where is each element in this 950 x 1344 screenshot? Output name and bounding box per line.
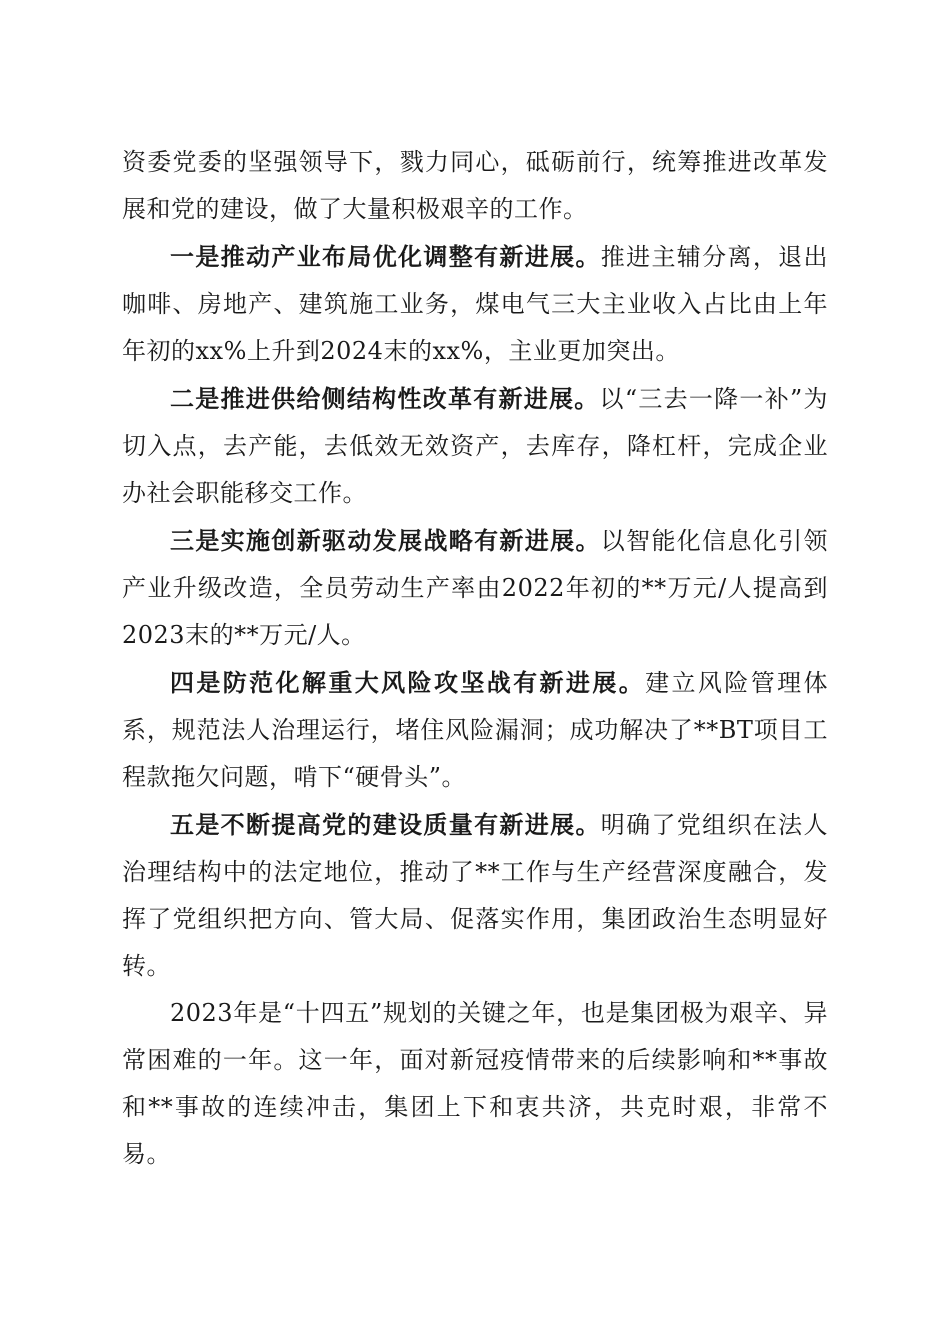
- paragraph-text: 推进主辅分离，退出咖啡、房地产、建筑施工业务，煤电气三大主业收入占比由上年年初的xx%上升到2024末的xx%，主业更加突出。: [122, 243, 829, 365]
- paragraph-text: 2023年是“十四五”规划的关键之年，也是集团极为艰辛、异常困难的一年。这一年，面对新冠疫情带来的后续影响和**事故和**事故的连续冲击，集团上下和衷共济，共克时艰，非常不易。: [122, 999, 828, 1168]
- paragraph-lead: 一是推动产业布局优化调整有新进展。: [170, 242, 601, 271]
- paragraph-supply-side-reform: [122, 375, 828, 517]
- paragraph-lead: 五是不断提高党的建设质量有新进展。: [170, 810, 601, 839]
- paragraph-year-summary: [122, 990, 828, 1178]
- paragraph-party-building: [122, 801, 828, 990]
- paragraph-industry-layout: [122, 233, 828, 375]
- paragraph-text: 以“三去一降一补”为切入点，去产能，去低效无效资产，去库存，降杠杆，完成企业办社会职能移交工作。: [122, 385, 828, 507]
- paragraph-text: 明确了党组织在法人治理结构中的法定地位，推动了**工作与生产经营深度融合，发挥了党组织把方向、管大局、促落实作用，集团政治生态明显好转。: [122, 811, 829, 980]
- paragraph-text: 建立风险管理体系，规范法人治理运行，堵住风险漏洞；成功解决了**BT项目工程款拖欠问题，啃下“硬骨头”。: [122, 669, 828, 791]
- document-body: [122, 139, 828, 1178]
- paragraph-intro-continuation: [122, 139, 828, 233]
- paragraph-text: 资委党委的坚强领导下，戮力同心，砥砺前行，统筹推进改革发展和党的建设，做了大量积极艰辛的工作。: [122, 148, 828, 223]
- paragraph-text: 以智能化信息化引领产业升级改造，全员劳动生产率由2022年初的**万元/人提高到2023末的**万元/人。: [122, 527, 829, 649]
- paragraph-lead: 四是防范化解重大风险攻坚战有新进展。: [170, 668, 646, 697]
- paragraph-lead: 二是推进供给侧结构性改革有新进展。: [170, 384, 600, 413]
- paragraph-risk-prevention: [122, 659, 828, 801]
- paragraph-lead: 三是实施创新驱动发展战略有新进展。: [170, 526, 601, 555]
- paragraph-innovation-strategy: [122, 517, 828, 659]
